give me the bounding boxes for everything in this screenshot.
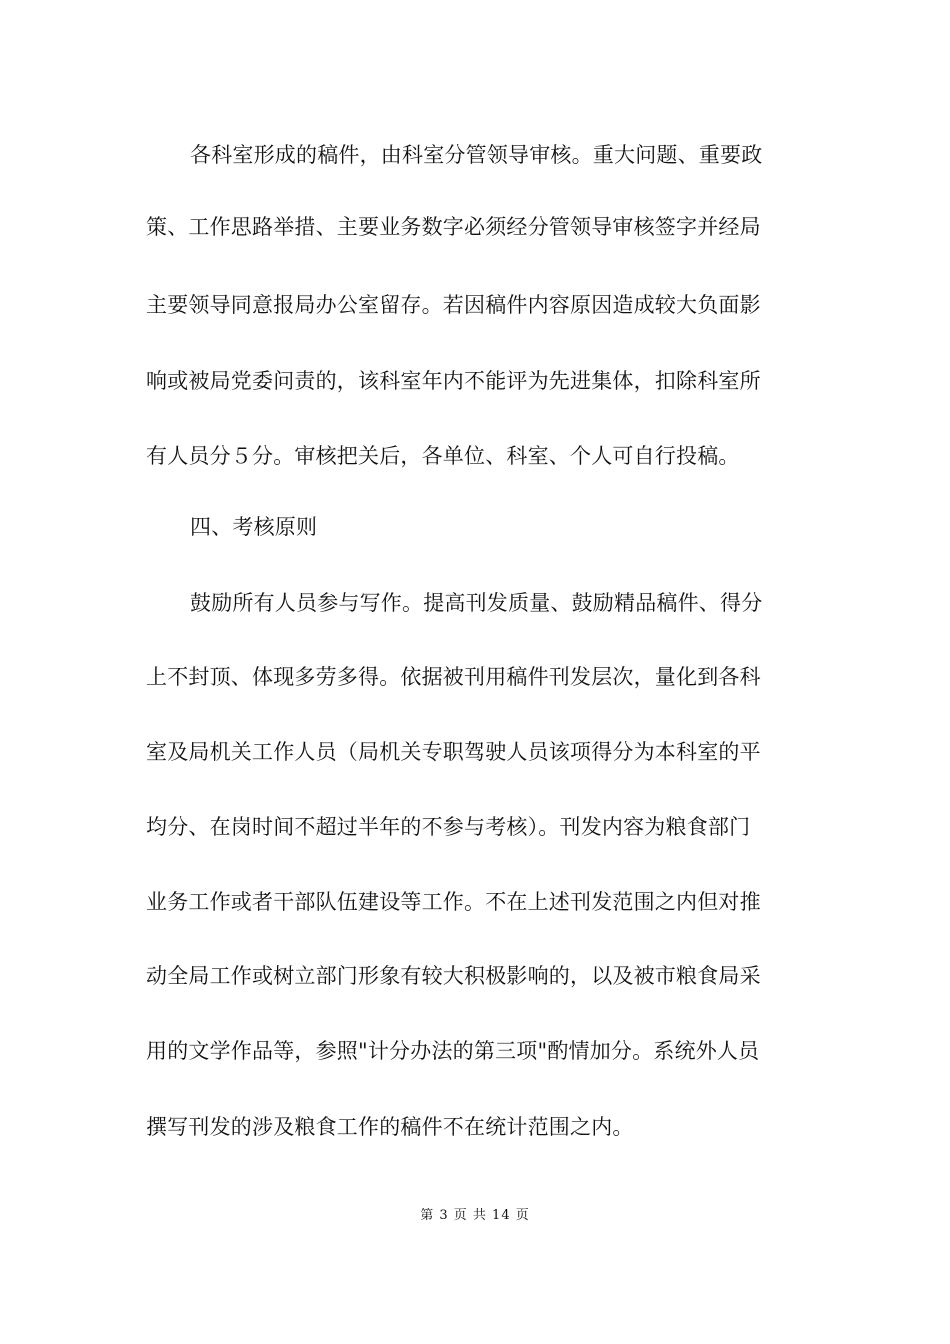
paragraph-line: 室及局机关工作人员（局机关专职驾驶人员该项得分为本科室的平 xyxy=(146,740,761,764)
paragraph-line: 上不封顶、体现多劳多得。依据被刊用稿件刊发层次，量化到各科 xyxy=(146,665,761,689)
page-number-footer: 第 3 页 共 14 页 xyxy=(420,1208,530,1223)
paragraph-line: 均分、在岗时间不超过半年的不参与考核）。刊发内容为粮食部门 xyxy=(146,815,751,839)
paragraph-line: 有人员分５分。审核把关后，各单位、科室、个人可自行投稿。 xyxy=(146,444,740,468)
section-heading: 四、考核原则 xyxy=(190,515,318,539)
paragraph-line: 业务工作或者干部队伍建设等工作。不在上述刊发范围之内但对推 xyxy=(146,890,761,914)
paragraph-line: 主要领导同意报局办公室留存。若因稿件内容原因造成较大负面影 xyxy=(146,293,761,317)
paragraph-line: 动全局工作或树立部门形象有较大积极影响的，以及被市粮食局采 xyxy=(146,964,761,988)
paragraph-line: 响或被局党委问责的，该科室年内不能评为先进集体，扣除科室所 xyxy=(146,369,761,393)
paragraph-line: 鼓励所有人员参与写作。提高刊发质量、鼓励精品稿件、得分 xyxy=(190,591,763,615)
paragraph-line: 策、工作思路举措、主要业务数字必须经分管领导审核签字并经局 xyxy=(146,215,761,239)
paragraph-line: 各科室形成的稿件，由科室分管领导审核。重大问题、重要政 xyxy=(190,143,763,167)
paragraph-line: 用的文学作品等，参照"计分办法的第三项"酌情加分。系统外人员 xyxy=(146,1039,760,1063)
paragraph-line: 撰写刊发的涉及粮食工作的稿件不在统计范围之内。 xyxy=(146,1115,634,1139)
